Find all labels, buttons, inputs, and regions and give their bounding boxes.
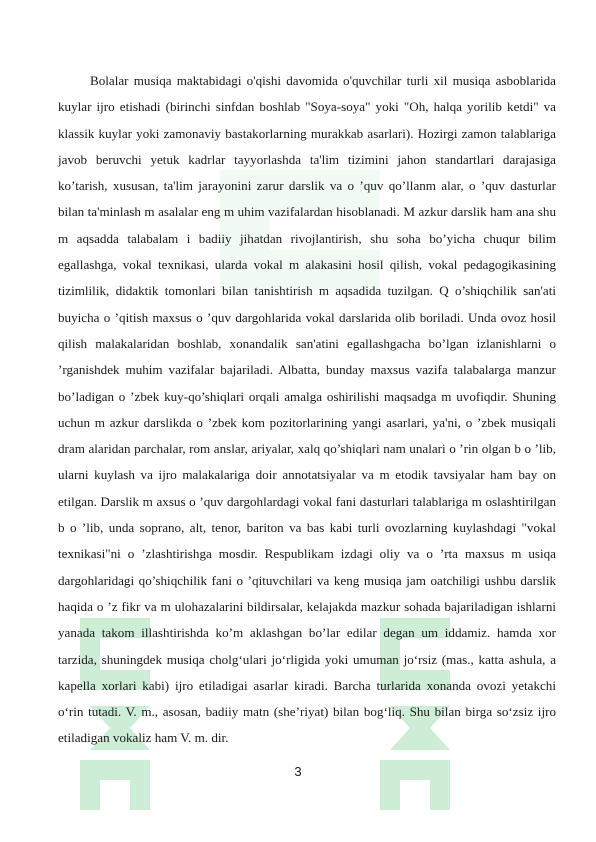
page-number: 3 [294, 764, 302, 779]
body-paragraph: Bolalar musiqa maktabidagi o'qishi davomida o'quvchilar turli xil musiqa asboblarida kuylar ijro etishadi (birinchi sinfdan boshlab "Soya-soya" yoki "Oh, halqa yorilib ketdi" va klassik kuylar yoki zamonaviy bastakorlarning murakkab asarlari). Hozirgi zamon talablariga javob beruvchi yetuk kadrlar tayyorlashda ta'lim tizimini jahon standartlari darajasiga ko’tarish, xususan, ta'lim jarayonini zarur darslik va o ’quv qo’llanm alar, o ’quv dasturlar bilan ta'minlash m asalalar eng m uhim vazifalardan hisoblanadi. M azkur darslik ham ana shu m aqsadda talabalam i badiiy jihatdan rivojlantirish, shu soha bo’yicha chuqur bilim egallashga, vokal texnikasi, ularda vokal m alakasini hosil qilish, vokal pedagogikasining tizimlilik, didaktik tomonlari bilan tanishtirish m aqsadida tuzilgan. Q o’shiqchilik san'ati buyicha o ’qitish maxsus o ’quv dargohlarida vokal darslarida olib boriladi. Unda ovoz hosil qilish malakalaridan boshlab, xonandalik san'atini egallashgacha bo’lgan izlanishlarni o ’rganishdek muhim vazifalar bajariladi. Albatta, bunday maxsus vazifa talabalarga manzur bo’ladigan o ’zbek kuy-qo’shiqlari orqali amalga oshirilishi maqsadga m uvofiqdir. Shuning uchun m azkur darslikda o ’zbek kom pozitorlarining yangi asarlari, ya'ni, o ’zbek musiqali dram alaridan parchalar, rom anslar, ariyalar, xalq qo’shiqlari nam unalari o ’rin olgan b o ’lib, ularni kuylash va ijro malakalariga doir annotatsiyalar va m etodik tavsiyalar ham bay on etilgan. Darslik m axsus o ’quv dargohlardagi vokal fani dasturlari talablariga m oslashtirilgan b o ’lib, unda soprano, alt, tenor, bariton va bas kabi turli ovozlarning kuylashdagi "vokal texnikasi"ni o ’zlashtirishga mosdir. Respublikam izdagi oliy va o ’rta maxsus m usiqa dargohlaridagi qo’shiqchilik fani o ’qituvchilari va keng musiqa jam oatchiligi ushbu darslik haqida o ’z fikr va m ulohazalarini bildirsalar, kelajakda mazkur sohada bajariladigan ishlarni yanada takom illashtirishda ko’m aklashgan bo’lar edilar degan um iddamiz. hamda xor tarzida, shuningdek musiqa cholg‘ulari jo‘rligida yoki umuman jo‘rsiz (mas., katta ashula, a kapella xorlari kabi) ijro etiladigai asarlar kiradi. Barcha turlarida xonanda ovozi yetakchi o‘rin tutadi. V. m., asosan, badiiy matn (she’riyat) bilan bog‘liq. Shu bilan birga so‘zsiz ijro etiladigan vokaliz ham V. m. dir. [58, 73, 556, 746]
